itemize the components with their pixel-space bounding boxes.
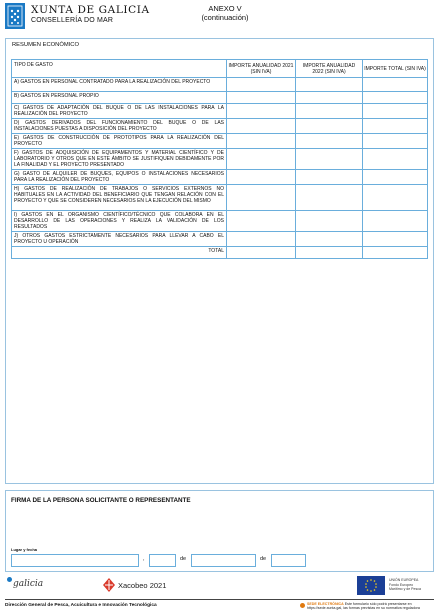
year-field[interactable] — [271, 554, 306, 567]
amount-total-cell[interactable] — [363, 92, 428, 104]
amount-2022-cell[interactable] — [296, 78, 363, 92]
table-header-row — [12, 60, 428, 78]
amount-total-cell[interactable] — [363, 211, 428, 232]
amount-2022-cell[interactable] — [296, 119, 363, 134]
amount-2021-cell[interactable] — [227, 170, 296, 185]
amount-total-cell[interactable] — [363, 185, 428, 211]
place-date-label: Lugar y fecha — [11, 547, 38, 552]
expense-label: A) GASTOS EN PERSONAL CONTRATADO PARA LA REALIZACIÓN DEL PROYECTO — [12, 78, 227, 92]
page-header — [5, 3, 434, 29]
table-row — [12, 232, 428, 247]
expense-table — [11, 59, 428, 259]
amount-2022-cell[interactable] — [296, 232, 363, 247]
amount-total-cell[interactable] — [363, 134, 428, 149]
section-title: RESUMEN ECONÓMICO — [12, 42, 79, 48]
xunta-shield-icon — [5, 3, 25, 29]
footer-divider — [5, 599, 434, 600]
column-header-2021: IMPORTE ANUALIDAD 2021 (SIN IVA) — [227, 60, 296, 78]
amount-total-cell[interactable] — [363, 78, 428, 92]
direction-name: Dirección General de Pesca, Acuicultura e Innovación Tecnológica — [5, 603, 157, 608]
amount-total-cell[interactable] — [363, 149, 428, 170]
amount-2022-cell[interactable] — [296, 134, 363, 149]
amount-2021-cell[interactable] — [227, 232, 296, 247]
annex-subtitle: (continuación) — [201, 13, 249, 22]
expense-label: J) OTROS GASTOS ESTRICTAMENTE NECESARIOS PARA LLEVAR A CABO EL PROYECTO U OPERACIÓN — [12, 232, 227, 247]
sede-highlight: SEDE ELECTRÓNICA — [307, 602, 344, 606]
day-field[interactable] — [149, 554, 176, 567]
sede-note — [307, 602, 435, 610]
info-icon — [300, 603, 305, 608]
expense-label: E) GASTOS DE CONSTRUCCIÓN DE PROTOTIPOS PARA LA REALIZACIÓN DEL PROYECTO — [12, 134, 227, 149]
total-2022-cell[interactable] — [296, 247, 363, 259]
amount-total-cell[interactable] — [363, 119, 428, 134]
amount-total-cell[interactable] — [363, 232, 428, 247]
table-row — [12, 185, 428, 211]
de-separator: de — [260, 556, 267, 562]
dept-name: CONSELLERÍA DO MAR — [31, 17, 114, 24]
table-row — [12, 119, 428, 134]
signature-title: FIRMA DE LA PERSONA SOLICITANTE O REPRESENTANTE — [11, 497, 191, 504]
table-row — [12, 149, 428, 170]
expense-label: B) GASTOS EN PERSONAL PROPIO — [12, 92, 227, 104]
amount-total-cell[interactable] — [363, 170, 428, 185]
footer-logos — [5, 575, 434, 597]
eu-flag-icon — [357, 576, 385, 595]
expense-label: F) GASTOS DE ADQUISICIÓN DE EQUIPAMENTOS Y MATERIAL CIENTÍFICO Y DE LABORATORIO Y OTROS QUE EN ESTE ÁMBITO SE JUSTIFIQUEN DEBIDAMENTE POR LA FINALIDAD Y EL PROYECTO PRESENTADO — [12, 149, 227, 170]
de-separator: de — [180, 556, 187, 562]
table-row — [12, 211, 428, 232]
economic-summary-section — [5, 38, 434, 484]
org-name: XUNTA DE GALICIA — [31, 4, 150, 16]
amount-2021-cell[interactable] — [227, 104, 296, 119]
total-row — [12, 247, 428, 259]
amount-2021-cell[interactable] — [227, 119, 296, 134]
eu-fund-text — [389, 578, 421, 592]
amount-2022-cell[interactable] — [296, 185, 363, 211]
amount-2022-cell[interactable] — [296, 104, 363, 119]
expense-label: I) GASTOS EN EL ORGANISMO CIENTÍFICO/TÉCNICO QUE COLABORA EN EL DESARROLLO DE LAS OPERACIONES Y REALIZA LA VALIDACIÓN DE LOS RESULTADOS — [12, 211, 227, 232]
xacobeo-logo: Xacobeo 2021 — [118, 581, 167, 590]
eu-line: Marítimo y de Pesca — [389, 587, 421, 591]
expense-label: H) GASTOS DE REALIZACIÓN DE TRABAJOS O SERVICIOS EXTERNOS NO HABITUALES EN LA ACTIVIDAD DEL BENEFICIARIO QUE TENGAN RELACIÓN CON EL PROYECTO Y QUE SE CONSIDEREN NECESARIOS EN LA EJECUCIÓN DEL MISMO — [12, 185, 227, 211]
grand-total-cell[interactable] — [363, 247, 428, 259]
sede-text: Este formulario sólo podrá presentarse en https://sede.xunta.gal, las formas previstas en su normativa reguladora — [307, 602, 420, 611]
amount-2022-cell[interactable] — [296, 149, 363, 170]
amount-2021-cell[interactable] — [227, 134, 296, 149]
galicia-logo: galicia — [13, 579, 44, 589]
amount-2021-cell[interactable] — [227, 211, 296, 232]
column-header-2022: IMPORTE ANUALIDAD 2022 (SIN IVA) — [296, 60, 363, 78]
eu-line: Fondo Europeo — [389, 582, 414, 587]
table-row — [12, 104, 428, 119]
table-row — [12, 134, 428, 149]
amount-2021-cell[interactable] — [227, 78, 296, 92]
table-row — [12, 170, 428, 185]
amount-2021-cell[interactable] — [227, 92, 296, 104]
total-label: TOTAL — [12, 247, 227, 259]
comma-separator: , — [143, 556, 145, 562]
table-row — [12, 92, 428, 104]
amount-2022-cell[interactable] — [296, 170, 363, 185]
galicia-mark-icon — [7, 577, 12, 582]
expense-label: D) GASTOS DERIVADOS DEL FUNCIONAMIENTO DEL BUQUE O DE LAS INSTALACIONES PUESTAS A DISPOSICIÓN DEL PROYECTO — [12, 119, 227, 134]
amount-2021-cell[interactable] — [227, 149, 296, 170]
xacobeo-shell-icon — [102, 577, 116, 593]
amount-2022-cell[interactable] — [296, 211, 363, 232]
signature-section — [5, 490, 434, 572]
amount-total-cell[interactable] — [363, 104, 428, 119]
table-row — [12, 78, 428, 92]
annex-heading — [190, 4, 260, 22]
amount-2022-cell[interactable] — [296, 92, 363, 104]
expense-label: G) GASTO DE ALQUILER DE BUQUES, EQUIPOS O INSTALACIONES NECESARIOS PARA LA REALIZACIÓN DEL PROYECTO — [12, 170, 227, 185]
eu-line: UNIÓN EUROPEA — [389, 578, 419, 582]
place-field[interactable] — [11, 554, 139, 567]
amount-2021-cell[interactable] — [227, 185, 296, 211]
annex-title: ANEXO V — [208, 4, 242, 13]
expense-label: C) GASTOS DE ADAPTACIÓN DEL BUQUE O DE LAS INSTALACIONES PARA LA REALIZACIÓN DEL PROYECTO — [12, 104, 227, 119]
total-2021-cell[interactable] — [227, 247, 296, 259]
column-header-total: IMPORTE TOTAL (SIN IVA) — [363, 60, 428, 78]
month-field[interactable] — [191, 554, 256, 567]
column-header-type: TIPO DE GASTO — [12, 60, 227, 78]
